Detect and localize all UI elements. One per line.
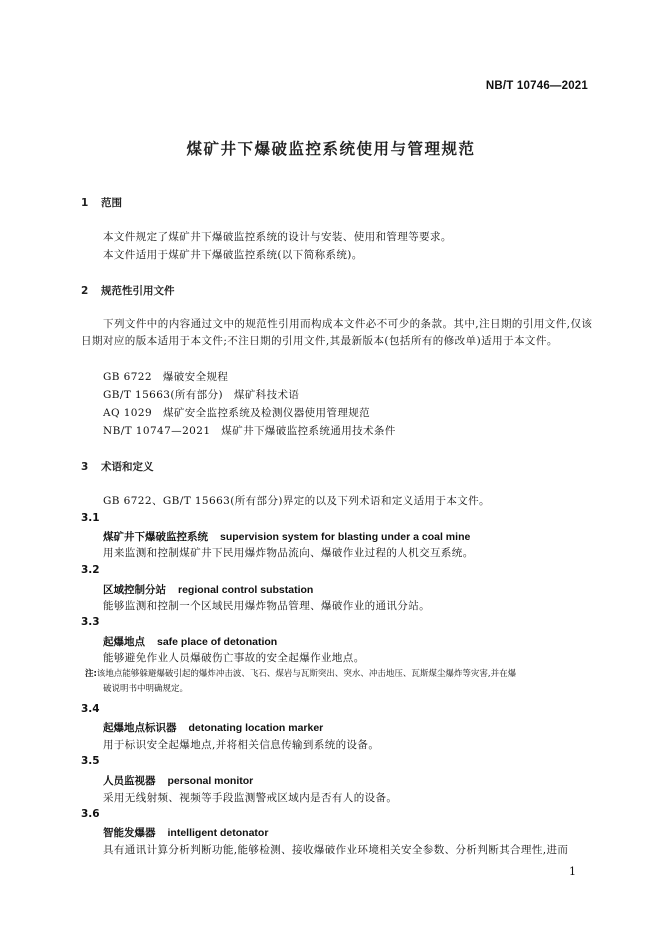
term-en: supervision system for blasting under a coal mine	[220, 531, 471, 543]
term-note	[85, 667, 595, 697]
term-number: 3.5	[81, 755, 100, 767]
term-en: detonating location marker	[188, 722, 324, 734]
section-3-number: 3	[81, 461, 89, 473]
term-definition: 用来监测和控制煤矿井下民用爆炸物品流向、爆破作业过程的人机交互系统。	[103, 547, 474, 559]
term-definition: 能够避免作业人员爆破伤亡事故的安全起爆作业地点。	[103, 652, 365, 664]
section-1-heading	[81, 195, 122, 210]
reference-item: NB/T 10747—2021 煤矿井下爆破监控系统通用技术条件	[103, 425, 396, 437]
section-3-intro: GB 6722、GB/T 15663(所有部分)界定的以及下列术语和定义适用于本文件。	[103, 495, 490, 507]
term-heading	[103, 529, 470, 544]
term-heading	[103, 634, 277, 649]
section-2-number: 2	[81, 285, 89, 297]
section-1-number: 1	[81, 197, 89, 209]
term-number: 3.4	[81, 703, 100, 715]
term-definition: 具有通讯计算分析判断功能,能够检测、接收爆破作业环境相关安全参数、分析判断其合理性,进而	[103, 844, 569, 856]
section-1-para-1: 本文件规定了煤矿井下爆破监控系统的设计与安装、使用和管理等要求。	[103, 231, 452, 243]
section-3-heading	[81, 459, 154, 474]
term-heading	[103, 773, 253, 788]
section-3-title: 术语和定义	[101, 461, 154, 473]
document-title: 煤矿井下爆破监控系统使用与管理规范	[186, 140, 476, 158]
section-1-para-2: 本文件适用于煤矿井下爆破监控系统(以下简称系统)。	[103, 249, 363, 261]
term-zh: 区域控制分站	[103, 584, 166, 596]
note-label: 注:	[85, 669, 97, 679]
term-definition: 用于标识安全起爆地点,并将相关信息传输到系统的设备。	[103, 739, 380, 751]
term-definition: 采用无线射频、视频等手段监测警戒区域内是否有人的设备。	[103, 792, 398, 804]
term-en: safe place of detonation	[157, 636, 278, 648]
term-zh: 智能发爆器	[103, 827, 156, 839]
term-heading	[103, 720, 323, 735]
term-en: personal monitor	[167, 775, 254, 787]
term-en: intelligent detonator	[167, 827, 269, 839]
section-2-title: 规范性引用文件	[101, 285, 175, 297]
term-heading	[103, 582, 313, 597]
note-line-2: 破说明书中明确规定。	[103, 684, 189, 694]
term-number: 3.2	[81, 564, 100, 576]
page-number: 1	[569, 865, 576, 878]
section-1-title: 范围	[101, 197, 122, 209]
standard-code: NB/T 10746—2021	[485, 80, 588, 92]
term-definition: 能够监测和控制一个区域民用爆炸物品管理、爆破作业的通讯分站。	[103, 600, 430, 612]
term-zh: 起爆地点标识器	[103, 722, 177, 734]
term-number: 3.6	[81, 808, 100, 820]
reference-item: GB 6722 爆破安全规程	[103, 371, 229, 383]
section-2-heading	[81, 283, 175, 298]
term-en: regional control substation	[178, 584, 314, 596]
term-zh: 起爆地点	[103, 636, 145, 648]
term-zh: 人员监视器	[103, 775, 156, 787]
term-zh: 煤矿井下爆破监控系统	[103, 531, 208, 543]
term-number: 3.3	[81, 616, 100, 628]
section-2-intro: 下列文件中的内容通过文中的规范性引用而构成本文件必不可少的条款。其中,注日期的引用文件,仅该日期对应的版本适用于本文件;不注日期的引用文件,其最新版本(包括所有的修改单)适用于本文件。	[81, 318, 593, 347]
reference-item: GB/T 15663(所有部分) 煤矿科技术语	[103, 389, 300, 401]
reference-item: AQ 1029 煤矿安全监控系统及检测仪器使用管理规范	[103, 407, 371, 419]
note-line-1: 该地点能够躲避爆破引起的爆炸冲击波、飞石、煤岩与瓦斯突出、突水、冲击地压、瓦斯煤尘爆炸等灾害,并在爆	[96, 669, 517, 679]
term-heading	[103, 825, 268, 840]
term-number: 3.1	[81, 512, 100, 524]
